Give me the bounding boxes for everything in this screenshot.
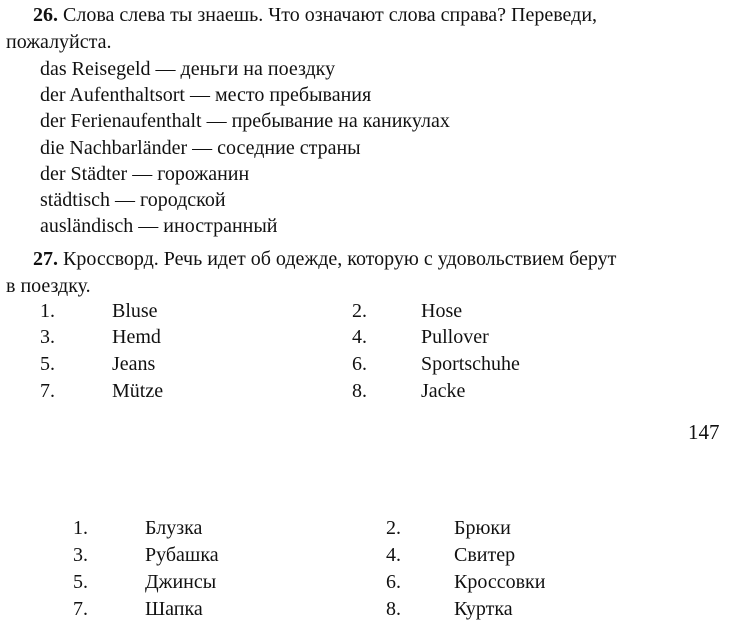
answer-number: 1. <box>73 517 88 539</box>
list-item-number: 5. <box>40 353 55 375</box>
answer-number: 8. <box>386 598 401 620</box>
answer-number: 2. <box>386 517 401 539</box>
exercise-27-instruction: Кроссворд. Речь идет об одежде, которую с удовольствием берут <box>63 248 617 270</box>
exercise-27-instruction-cont: в поездку. <box>6 275 91 297</box>
answer-word: Куртка <box>454 598 513 620</box>
exercise-26-instruction: Слова слева ты знаешь. Что означают слова справа? Переведи, <box>63 4 598 26</box>
vocab-pair: städtisch — городской <box>40 189 226 211</box>
vocab-pair: ausländisch — иностранный <box>40 215 278 237</box>
answer-number: 5. <box>73 571 88 593</box>
answer-word: Джинсы <box>145 571 217 593</box>
list-item-number: 1. <box>40 300 55 322</box>
vocab-pair: der Aufenthaltsort — место пребывания <box>40 84 372 106</box>
vocab-pair: die Nachbarländer — соседние страны <box>40 137 361 159</box>
answer-number: 7. <box>73 598 88 620</box>
list-item-word: Sportschuhe <box>421 353 520 375</box>
list-item-word: Bluse <box>112 300 158 322</box>
list-item-word: Hose <box>421 300 463 322</box>
list-item-number: 4. <box>352 326 367 348</box>
list-item-number: 6. <box>352 353 367 375</box>
vocab-pair: das Reisegeld — деньги на поездку <box>40 58 336 80</box>
vocab-pair: der Ferienaufenthalt — пребывание на каникулах <box>40 110 450 132</box>
answer-word: Рубашка <box>145 544 219 566</box>
answer-word: Брюки <box>454 517 511 539</box>
list-item-number: 8. <box>352 380 367 402</box>
answer-list <box>0 517 730 627</box>
list-item-word: Mütze <box>112 380 164 402</box>
exercise-26-number: 26. <box>33 4 58 26</box>
answer-number: 3. <box>73 544 88 566</box>
answer-number: 6. <box>386 571 401 593</box>
answer-number: 4. <box>386 544 401 566</box>
list-item-number: 3. <box>40 326 55 348</box>
exercise-27-number: 27. <box>33 248 58 270</box>
answer-word: Кроссовки <box>454 571 546 593</box>
exercise-27-heading <box>33 248 616 271</box>
list-item-word: Jeans <box>112 353 156 375</box>
exercise-26-heading <box>33 4 597 27</box>
list-item-word: Hemd <box>112 326 161 348</box>
list-item-number: 7. <box>40 380 55 402</box>
answer-word: Блузка <box>145 517 203 539</box>
exercise-26-instruction-cont: пожалуйста. <box>6 31 112 53</box>
list-item-number: 2. <box>352 300 367 322</box>
list-item-word: Pullover <box>421 326 489 348</box>
crossword-word-list <box>0 300 730 410</box>
page-number: 147 <box>688 420 720 444</box>
answer-word: Свитер <box>454 544 516 566</box>
list-item-word: Jacke <box>421 380 466 402</box>
answer-word: Шапка <box>145 598 203 620</box>
vocab-pair: der Städter — горожанин <box>40 163 250 185</box>
